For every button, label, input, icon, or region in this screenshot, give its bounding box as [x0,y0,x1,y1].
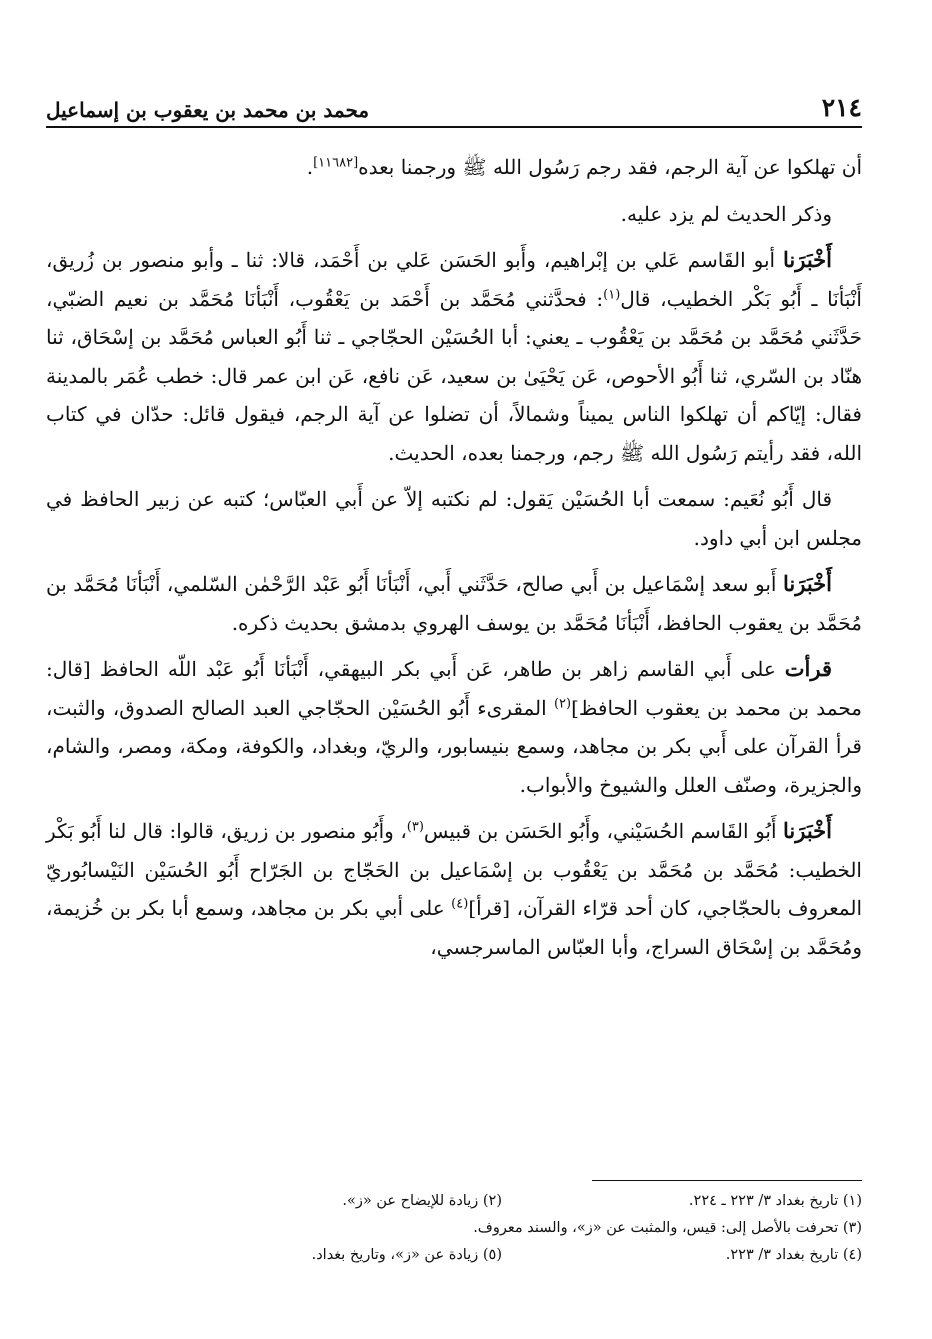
paragraph-lead: قرأت [784,656,832,681]
paragraph-4: قال أَبُو نُعَيم: سمعت أبا الحُسَيْن يَقول: لم نكتبه إلاّ عن أَبي العبّاس؛ كتبه عن زبير الحافظ في مجلس ابن أبي داود. [46,487,862,550]
footnote-row [120,1215,862,1242]
paragraph-3: أَخْبَرَنا أبو القَاسم عَلي بن إبْراهيم، وأَبو الحَسَن عَلي بن أَحْمَد، قالا: ثنا ـ وأبو منصور بن زُريق، أَنْبَأنَا ـ أَبُو بَكْر الخطيب، قال$^{(١)}$: فحدَّثني مُحَمَّد بن أَحْمَد بن يَعْقُوب، أَنْبَأنَا مُحَمَّد بن نعيم الضبّي، حَدَّثَني مُحَمَّد بن مُحَمَّد بن يَعْقُوب ـ يعني: أبا الحُسَيْن الحجّاجي ـ ثنا أَبُو العباس مُحَمَّد بن إسْحَاق، ثنا هنّاد بن السّري، ثنا أَبُو الأحوص، عَن يَحْيَىٰ بن سعيد، عَن نافع، عَن ابن عمر قال: خطب عُمَر بالمدينة فقال: إيّاكم أن تهلكوا الناس يميناً وشمالاً، أن تضلوا عن آية الرجم، فيقول قائل: حدّان في كتاب الله، فقد رأيتم رَسُول الله ﷺ رجم، ورجمنا بعده، الحديث. [46,247,862,465]
paragraph-lead: أَخْبَرَنا [783,571,832,596]
running-title: محمد بن محمد بن يعقوب بن إسماعيل [46,98,370,122]
footnote-2: (٢) زيادة للإيضاح عن «ز». [342,1193,502,1209]
footnote-4: (٤) تاريخ بغداد ٣/ ٢٢٣. [725,1247,862,1263]
footnote-3: (٣) تحرفت بالأصل إلى: قيس، والمثبت عن «ز»، والسند معروف. [473,1220,862,1236]
footnote-5: (٥) زيادة عن «ز»، وتاريخ بغداد. [311,1247,502,1263]
paragraph-7: أَخْبَرَنا أَبُو القَاسم الحُسَيْني، وأَبُو الحَسَن بن قبيس$^{(٣)}$، وأَبُو منصور بن زريق، قالوا: قال لنا أَبُو بَكْر الخطيب: مُحَمَّد بن مُحَمَّد بن يَعْقُوب بن إسْمَاعيل بن الحَجّاج بن الجَرّاح أَبُو الحُسَيْن النَيْسابُوريّ المعروف بالحجّاجي، كان أحد قرّاء القرآن، [قرأ]$^{(٤)}$ على أبي بكر بن مجاهد، وسمع أبا بكر بن خُزيمة، ومُحَمَّد بن إسْحَاق السراج، وأبا العبّاس الماسرجسي، [46,818,862,959]
footnote-ref: (٣) [406,819,424,835]
footnote-ref: (٤) [451,896,469,912]
footnotes [120,1188,862,1269]
hadith-number: [١١٦٨٢] [313,155,359,171]
footnote-row [120,1188,862,1215]
paragraph-lead: أَخْبَرَنا [783,818,832,843]
paragraph-5: أَخْبَرَنا أَبو سعد إسْمَاعيل بن أَبي صالح، حَدَّثَني أَبي، أَنْبَأنَا أَبُو عَبْد الرَّحْمٰن السّلمي، أَنْبَأنَا مُحَمَّد بن مُحَمَّد بن يعقوب الحافظ، أَنْبَأنَا مُحَمَّد بن يوسف الهروي بدمشق بحديث ذكره. [46,571,862,635]
footnote-ref: (٢) [553,695,572,711]
paragraph-lead: أَخْبَرَنا [783,247,832,272]
main-text [46,148,862,974]
paragraph-6: قرأت على أَبي القاسم زاهر بن طاهر، عَن أَبي بكر البيهقي، أَنْبَأنَا أَبُو عَبْد اللّه الحافظ [قال: محمد بن محمد بن يعقوب الحافظ]$^{(٢)}$ المقرىء أَبُو الحُسَيْن الحجّاجي العبد الصالح الصدوق، والثبت، قرأ القرآن على أَبي بكر بن مجاهد، وسمع بنيسابور، والريّ، وبغداد، والكوفة، ومكة، ومصر، والشام، والجزيرة، وصنّف العلل والشيوخ والأبواب. [46,656,862,797]
footnote-1: (١) تاريخ بغداد ٣/ ٢٢٣ ـ ٢٢٤. [688,1193,862,1209]
page-header [46,82,862,128]
paragraph-2: وذكر الحديث لم يزد عليه. [620,201,832,226]
footnote-row [120,1242,862,1269]
page-number: ٢١٤ [821,93,862,122]
footnote-ref: (١) [603,286,621,302]
paragraph-1: أن تهلكوا عن آية الرجم، فقد رجم رَسُول الله ﷺ ورجمنا بعده[١١٦٨٢]. [306,155,862,179]
footnote-divider [592,1180,862,1181]
